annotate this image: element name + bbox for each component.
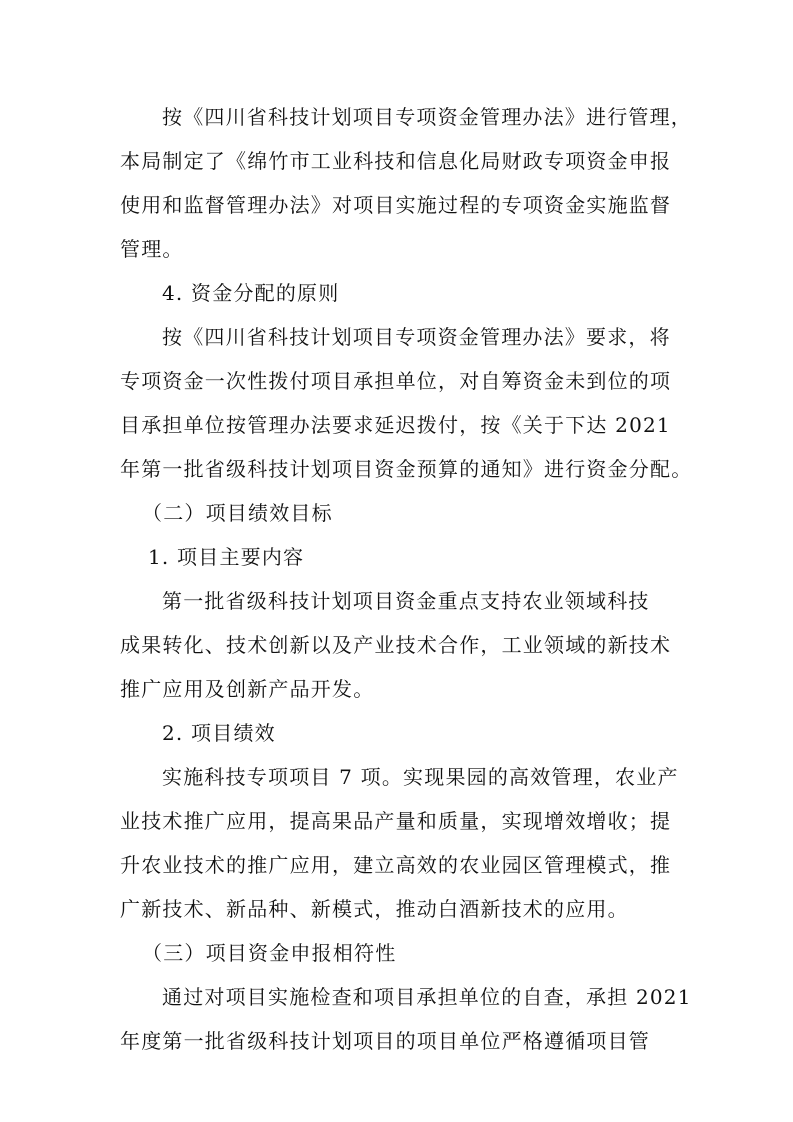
paragraph-line: 成果转化、技术创新以及产业技术合作，工业领域的新技术 [120,633,672,657]
paragraph-line: 管理。 [120,237,184,261]
paragraph-line: 使用和监督管理办法》对项目实施过程的专项资金实施监督 [120,193,672,217]
paragraph-line: 升农业技术的推广应用，建立高效的农业园区管理模式，推 [120,853,672,877]
paragraph-line: 按《四川省科技计划项目专项资金管理办法》进行管理， [162,105,692,129]
paragraph-line: 第一批省级科技计划项目资金重点支持农业领域科技 [162,589,650,613]
paragraph-line: 通过对项目实施检查和项目承担单位的自查，承担 2021 [162,985,692,1009]
paragraph-line: 专项资金一次性拨付项目承担单位，对自筹资金未到位的项 [120,369,672,393]
section-heading: （三）项目资金申报相符性 [142,941,397,965]
section-heading: （二）项目绩效目标 [142,501,333,525]
paragraph-line: 本局制定了《绵竹市工业科技和信息化局财政专项资金申报 [120,149,672,173]
section-heading: 4. 资金分配的原则 [162,281,340,305]
paragraph-line: 年第一批省级科技计划项目资金预算的通知》进行资金分配。 [120,457,693,481]
paragraph-line: 业技术推广应用，提高果品产量和质量，实现增效增收；提 [120,809,672,833]
paragraph-line: 按《四川省科技计划项目专项资金管理办法》要求，将 [162,325,671,349]
paragraph-line: 广新技术、新品种、新模式，推动白酒新技术的应用。 [120,897,629,921]
paragraph-line: 目承担单位按管理办法要求延迟拨付，按《关于下达 2021 [120,413,671,437]
paragraph-line: 推广应用及创新产品开发。 [120,677,375,701]
section-heading: 2. 项目绩效 [162,721,276,745]
paragraph-line: 实施科技专项项目 7 项。实现果园的高效管理，农业产 [162,765,679,789]
section-heading: 1. 项目主要内容 [148,545,305,569]
paragraph-line: 年度第一批省级科技计划项目的项目单位严格遵循项目管 [120,1029,650,1053]
